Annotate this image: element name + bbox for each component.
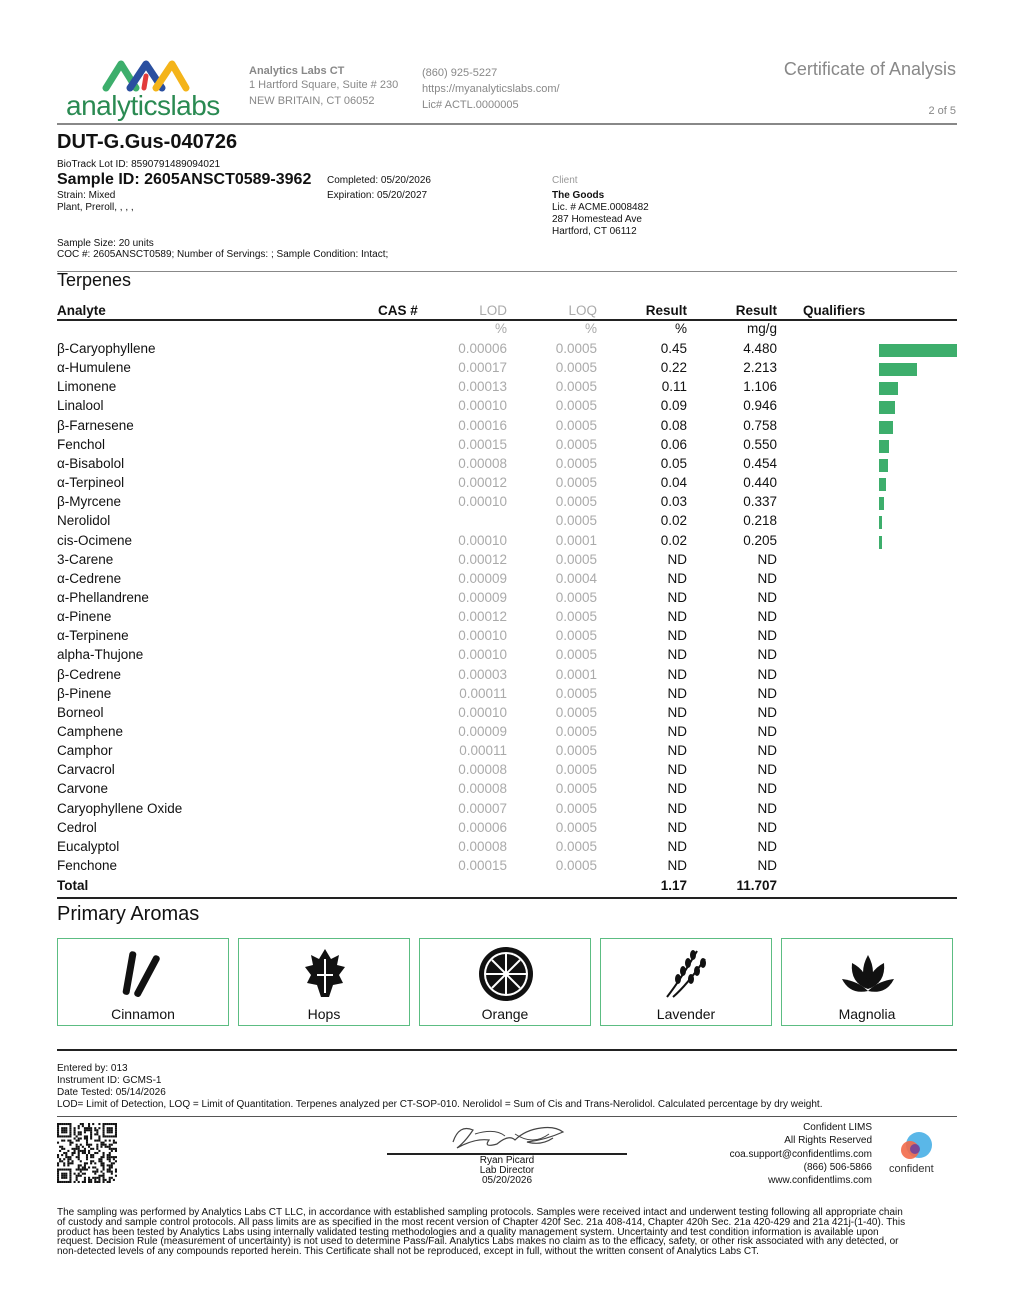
signer-title: Lab Director	[479, 1165, 535, 1176]
loq-value: 0.0005	[555, 685, 597, 701]
analyte-name: α-Bisabolol	[57, 455, 125, 471]
analyte-name: Camphor	[57, 743, 113, 759]
result-mg: ND	[757, 724, 777, 739]
lod-value: 0.00010	[458, 647, 507, 663]
result-pct: ND	[667, 781, 687, 797]
loq-value: 0.0005	[555, 858, 597, 874]
lab-address2: NEW BRITAIN, CT 06052	[249, 95, 375, 107]
total-label: Total	[57, 878, 89, 893]
table-row	[57, 724, 957, 743]
lod-value: 0.00011	[459, 743, 507, 759]
lab-phone: (860) 925-5227	[422, 67, 498, 79]
result-pct: ND	[667, 647, 687, 663]
result-mg: 0.218	[743, 513, 777, 529]
table-row	[57, 705, 957, 724]
loq-value: 0.0005	[555, 800, 597, 816]
result-mg: 0.337	[743, 494, 777, 510]
result-pct: 0.09	[660, 398, 687, 414]
analyte-name: Camphene	[57, 724, 124, 739]
total-row	[57, 878, 957, 897]
loq-value: 0.0001	[555, 666, 597, 682]
lod-value: 0.00011	[459, 685, 507, 701]
table-row	[57, 667, 957, 686]
page-number: 2 of 5	[928, 105, 956, 117]
result-pct: 0.06	[660, 436, 687, 452]
orange-icon	[476, 945, 536, 1003]
completed-date: Completed: 05/20/2026	[327, 175, 431, 186]
loq-value: 0.0005	[555, 819, 597, 835]
sample-type: Plant, Preroll, , , ,	[57, 202, 134, 213]
table-row	[57, 341, 957, 360]
analyte-name: α-Cedrene	[57, 570, 122, 586]
analyte-name: Fenchone	[57, 858, 118, 874]
result-pct: 0.03	[660, 494, 687, 510]
result-pct: ND	[667, 685, 687, 701]
analyte-name: α-Phellandrene	[57, 589, 149, 605]
result-mg: 0.550	[743, 436, 777, 452]
table-row	[57, 590, 957, 609]
analyte-name: Borneol	[57, 704, 104, 720]
table-row	[57, 552, 957, 571]
magnolia-icon	[838, 945, 898, 1003]
aroma-cinnamon	[57, 938, 229, 1026]
result-pct: 0.02	[660, 532, 687, 548]
aroma-label: Hops	[307, 1006, 341, 1022]
table-row	[57, 437, 957, 456]
result-mg: ND	[757, 704, 777, 720]
result-mg: ND	[757, 647, 777, 663]
lod-value: 0.00016	[458, 417, 507, 433]
col-result-pct: Result	[645, 303, 687, 318]
analyte-name: β-Pinene	[57, 685, 112, 701]
table-row	[57, 743, 957, 762]
result-mg: ND	[757, 609, 777, 625]
result-pct: 0.02	[660, 513, 687, 529]
result-mg: ND	[757, 800, 777, 816]
hops-icon	[295, 945, 355, 1003]
strain: Strain: Mixed	[57, 190, 116, 201]
lod-value: 0.00015	[458, 436, 507, 452]
loq-value: 0.0005	[555, 609, 597, 625]
table-row	[57, 839, 957, 858]
result-pct: ND	[667, 589, 687, 605]
result-bar	[879, 382, 898, 395]
signature-image	[445, 1120, 570, 1154]
table-row	[57, 762, 957, 781]
lod-value: 0.00009	[458, 570, 507, 586]
lod-value: 0.00008	[458, 762, 507, 778]
result-pct: ND	[667, 666, 687, 682]
result-mg: ND	[757, 589, 777, 605]
lab-logo	[66, 56, 228, 122]
table-row	[57, 609, 957, 628]
result-pct: ND	[667, 743, 687, 759]
date-tested: Date Tested: 05/14/2026	[57, 1087, 166, 1098]
lod-value: 0.00015	[458, 858, 507, 874]
result-mg: 0.440	[743, 475, 777, 491]
loq-value: 0.0005	[555, 724, 597, 739]
analyte-name: Linalool	[57, 398, 104, 414]
expiration-date: Expiration: 05/20/2027	[327, 190, 428, 201]
qr-code-icon[interactable]	[57, 1123, 117, 1183]
analyte-name: cis-Ocimene	[57, 532, 133, 548]
result-mg: 1.106	[743, 379, 777, 395]
analyte-name: α-Pinene	[57, 609, 112, 625]
result-mg: ND	[757, 743, 777, 759]
units-row	[57, 321, 957, 340]
loq-value: 0.0005	[555, 436, 597, 452]
loq-value: 0.0005	[555, 379, 597, 395]
loq-value: 0.0005	[555, 647, 597, 663]
table-row	[57, 533, 957, 552]
client-label: Client	[552, 175, 578, 186]
loq-value: 0.0005	[555, 838, 597, 854]
result-mg: ND	[757, 685, 777, 701]
lab-contact	[422, 65, 560, 113]
signature-divider	[57, 1116, 957, 1117]
lod-value: 0.00009	[458, 724, 507, 739]
loq-value: 0.0005	[555, 341, 597, 356]
result-bar	[879, 497, 884, 510]
lims-website[interactable]: www.confidentlims.com	[768, 1175, 872, 1187]
loq-value: 0.0005	[555, 398, 597, 414]
col-loq: LOQ	[568, 303, 597, 318]
result-pct: ND	[667, 800, 687, 816]
lod-value: 0.00013	[458, 379, 507, 395]
lod-value: 0.00008	[458, 455, 507, 471]
aromas-title: Primary Aromas	[57, 903, 200, 925]
loq-value: 0.0005	[555, 628, 597, 644]
table-row	[57, 628, 957, 647]
result-mg: ND	[757, 628, 777, 644]
entered-by: Entered by: 013	[57, 1063, 128, 1074]
lod-value: 0.00017	[458, 360, 507, 376]
confident-logo-text: confident	[889, 1163, 934, 1175]
analyte-name: α-Terpinene	[57, 628, 129, 644]
result-bar	[879, 401, 895, 414]
confident-logo	[886, 1130, 946, 1180]
sample-name: DUT-G.Gus-040726	[57, 131, 238, 153]
lod-value: 0.00008	[458, 838, 507, 854]
result-pct: 0.45	[660, 341, 687, 356]
analyte-name: β-Myrcene	[57, 494, 122, 510]
aroma-label: Orange	[481, 1006, 529, 1022]
aroma-orange	[419, 938, 591, 1026]
result-mg: 0.758	[743, 417, 777, 433]
signer-block	[387, 1156, 627, 1186]
biotrack-id: BioTrack Lot ID: 8590791489094021	[57, 159, 221, 170]
result-mg: 4.480	[743, 341, 777, 356]
confident-logo-icon	[886, 1130, 946, 1162]
table-row	[57, 513, 957, 532]
lod-value: 0.00006	[458, 819, 507, 835]
loq-value: 0.0004	[555, 570, 597, 586]
col-result-mg: Result	[735, 303, 777, 318]
logo-text: analyticslabs	[66, 90, 220, 121]
table-row	[57, 398, 957, 417]
analyte-name: 3-Carene	[57, 551, 114, 567]
lims-email[interactable]: coa.support@confidentlims.com	[729, 1148, 872, 1160]
loq-value: 0.0005	[555, 704, 597, 720]
result-mg: 2.213	[743, 360, 777, 376]
table-row	[57, 475, 957, 494]
section-divider	[57, 271, 957, 272]
lod-value: 0.00006	[458, 341, 507, 356]
analyte-name: Fenchol	[57, 436, 106, 452]
analyte-name: Limonene	[57, 379, 117, 395]
disclaimer-line: The sampling was performed by Analytics Labs CT LLC, in accordance with established sampling protocols. Samples were received intact and underwent testing following all appropriate chain	[57, 1207, 903, 1218]
total-divider	[57, 897, 957, 899]
result-pct: ND	[667, 762, 687, 778]
lod-value: 0.00008	[458, 781, 507, 797]
table-row	[57, 686, 957, 705]
lab-address1: 1 Hartford Square, Suite # 230	[249, 79, 399, 91]
result-mg: ND	[757, 551, 777, 567]
lims-name: Confident LIMS	[803, 1122, 872, 1133]
result-pct: ND	[667, 838, 687, 854]
lod-value: 0.00009	[458, 589, 507, 605]
sample-size: Sample Size: 20 units	[57, 238, 154, 249]
client-address2: Hartford, CT 06112	[552, 226, 637, 237]
lod-value: 0.00007	[458, 800, 507, 816]
lod-value: 0.00012	[458, 475, 507, 491]
table-row	[57, 820, 957, 839]
loq-value: 0.0005	[555, 743, 597, 759]
result-bar	[879, 536, 882, 549]
aroma-label: Lavender	[656, 1006, 716, 1022]
total-mg: 11.707	[736, 878, 777, 893]
client-address1: 287 Homestead Ave	[552, 214, 642, 225]
analyte-name: Carvacrol	[57, 762, 115, 778]
aroma-label: Cinnamon	[111, 1006, 175, 1022]
result-bar	[879, 440, 889, 453]
lab-info	[249, 65, 398, 109]
unit-loq: %	[584, 321, 597, 336]
result-pct: 0.08	[660, 417, 687, 433]
disclaimer-line: non-detected levels of any compounds reported herein. This Certificate shall not be reproduced, except in full, without the written consent of Analytics Labs CT.	[57, 1246, 759, 1258]
result-mg: ND	[757, 762, 777, 778]
table-row	[57, 647, 957, 666]
result-pct: ND	[667, 570, 687, 586]
notes-divider	[57, 1049, 957, 1051]
result-bar	[879, 459, 888, 472]
result-mg: ND	[757, 570, 777, 586]
col-qualifiers: Qualifiers	[803, 303, 866, 318]
loq-value: 0.0005	[555, 455, 597, 471]
lims-phone: (866) 506-5866	[803, 1161, 872, 1173]
analyte-name: α-Terpineol	[57, 475, 125, 491]
table-row	[57, 360, 957, 379]
disclaimer-line: of custody and sample control protocols. All pass limits are as specified in the most recent version of Chapter 420f Sec. 21a 408-414, Chapter 420h Sec. 21a 420-429 and 21a 421j-(1-40). This	[57, 1216, 906, 1228]
result-mg: 0.454	[743, 455, 777, 471]
analyte-name: Carvone	[57, 781, 109, 797]
aroma-label: Magnolia	[838, 1006, 896, 1022]
loq-value: 0.0005	[555, 360, 597, 376]
lab-name: Analytics Labs CT	[249, 65, 345, 77]
lims-rights: All Rights Reserved	[784, 1135, 872, 1147]
col-cas: CAS #	[378, 303, 418, 318]
col-lod: LOD	[479, 303, 507, 318]
aroma-hops	[238, 938, 410, 1026]
lims-info	[730, 1121, 872, 1187]
analyte-name: Caryophyllene Oxide	[57, 800, 183, 816]
analyte-name: Eucalyptol	[57, 838, 120, 854]
result-pct: 0.05	[660, 455, 687, 471]
result-bar	[879, 363, 917, 376]
terpenes-title: Terpenes	[57, 270, 132, 290]
legend-note: LOD= Limit of Detection, LOQ = Limit of Quantitation. Terpenes analyzed per CT-SOP-010. Nerolidol = Sum of Cis and Trans-Nerolidol. Calculated percentage by dry weight.	[57, 1099, 823, 1110]
coc-info: COC #: 2605ANSCT0589; Number of Servings: ; Sample Condition: Intact;	[57, 249, 389, 260]
loq-value: 0.0001	[555, 532, 597, 548]
result-mg: ND	[757, 781, 777, 797]
loq-value: 0.0005	[555, 494, 597, 510]
result-pct: ND	[667, 819, 687, 835]
result-bar	[879, 344, 957, 357]
lod-value: 0.00010	[458, 704, 507, 720]
result-mg: ND	[757, 666, 777, 682]
result-pct: 0.04	[660, 475, 687, 491]
analyte-name: β-Caryophyllene	[57, 341, 156, 356]
aroma-magnolia	[781, 938, 953, 1026]
table-row	[57, 781, 957, 800]
aroma-lavender	[600, 938, 772, 1026]
result-pct: ND	[667, 704, 687, 720]
loq-value: 0.0005	[555, 513, 597, 529]
signer-date: 05/20/2026	[481, 1175, 533, 1186]
analyte-name: β-Cedrene	[57, 666, 122, 682]
lab-license: Lic# ACTL.0000005	[422, 99, 519, 111]
loq-value: 0.0005	[555, 762, 597, 778]
table-row	[57, 801, 957, 820]
lod-value: 0.00010	[458, 628, 507, 644]
table-row	[57, 571, 957, 590]
result-pct: ND	[667, 628, 687, 644]
analyte-name: β-Farnesene	[57, 417, 134, 433]
table-row	[57, 494, 957, 513]
client-license: Lic. # ACME.0008482	[552, 202, 649, 213]
disclaimer-line: product has been tested by Analytics Labs using internally validated testing methodologies and a quality management system. Uncertainty and test condition information is available upon	[57, 1226, 879, 1238]
disclaimer	[57, 1208, 962, 1257]
disclaimer-line: request. Decision Rule (measurement of uncertainty) is not used to determine Pass/Fail. Analytics Labs makes no claim as to the efficacy, safety, or other risk associated with any detected, or	[57, 1236, 899, 1248]
loq-value: 0.0005	[555, 551, 597, 567]
loq-value: 0.0005	[555, 781, 597, 797]
table-row	[57, 456, 957, 475]
result-pct: ND	[667, 551, 687, 567]
analyte-name: Nerolidol	[57, 513, 111, 529]
loq-value: 0.0005	[555, 417, 597, 433]
result-bar	[879, 421, 893, 434]
result-mg: ND	[757, 858, 777, 874]
analyte-name: α-Humulene	[57, 360, 131, 376]
lavender-icon	[657, 945, 717, 1003]
result-pct: 0.11	[661, 379, 687, 395]
table-row	[57, 858, 957, 877]
lod-value: 0.00012	[458, 551, 507, 567]
cinnamon-icon	[114, 945, 174, 1003]
unit-result-mg: mg/g	[746, 321, 777, 336]
result-mg: 0.946	[743, 398, 777, 414]
sample-id: Sample ID: 2605ANSCT0589-3962	[57, 171, 312, 188]
unit-lod: %	[494, 321, 507, 336]
loq-value: 0.0005	[555, 475, 597, 491]
lod-value: 0.00003	[458, 666, 507, 682]
analyte-name: Cedrol	[57, 819, 97, 835]
table-row	[57, 418, 957, 437]
result-mg: ND	[757, 819, 777, 835]
result-bar	[879, 478, 886, 491]
logo-mark-icon	[66, 56, 228, 94]
unit-result-pct: %	[674, 321, 687, 336]
result-mg: 0.205	[743, 532, 777, 548]
client-name: The Goods	[552, 190, 605, 201]
result-pct: ND	[667, 609, 687, 625]
analyte-name: alpha-Thujone	[57, 647, 144, 663]
signer-name: Ryan Picard	[479, 1155, 535, 1166]
lod-value: 0.00010	[458, 532, 507, 548]
instrument-id: Instrument ID: GCMS-1	[57, 1075, 162, 1086]
header-divider	[57, 123, 957, 125]
lod-value: 0.00010	[458, 494, 507, 510]
result-bar	[879, 516, 882, 529]
lod-value: 0.00010	[458, 398, 507, 414]
result-pct: ND	[667, 724, 687, 739]
table-row	[57, 379, 957, 398]
total-pct: 1.17	[660, 878, 687, 893]
lod-value: 0.00012	[458, 609, 507, 625]
col-analyte: Analyte	[57, 303, 106, 318]
loq-value: 0.0005	[555, 589, 597, 605]
lab-website[interactable]: https://myanalyticslabs.com/	[422, 83, 560, 95]
result-pct: 0.22	[660, 360, 687, 376]
result-pct: ND	[667, 858, 687, 874]
result-mg: ND	[757, 838, 777, 854]
doc-title: Certificate of Analysis	[783, 59, 956, 79]
